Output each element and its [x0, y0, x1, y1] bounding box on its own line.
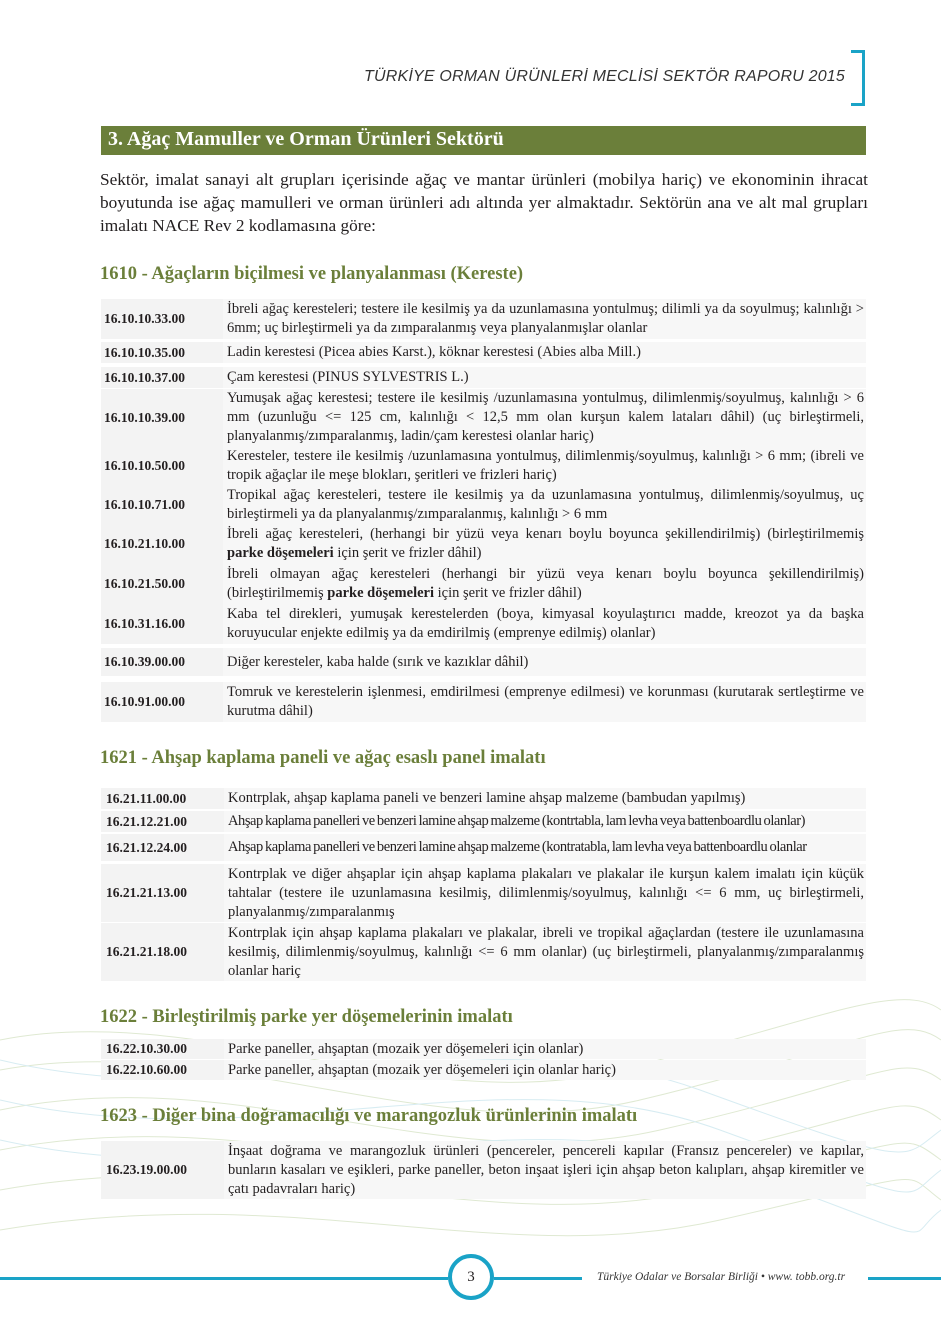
group-1621-heading: 1621 - Ahşap kaplama paneli ve ağaç esaslı panel imalatı — [100, 748, 546, 768]
table-row — [101, 923, 866, 981]
footer-line-mid — [494, 1277, 582, 1280]
table-row — [101, 342, 866, 363]
nace-description: Ahşap kaplama panelleri ve benzeri lamine ahşap malzeme (kontratabla, lam levha veya battenboardlu olanlar — [224, 834, 866, 861]
nace-description: İnşaat doğrama ve marangozluk ürünleri (pencereler, pencereli kapılar (Fransız pencereler) ve kapılar, bunların kasaları ve eşikleri, parke paneller, beton inşaat işleri için ahşap beton kalıpları, ahşap kiremitler ve çatı padavraları hariç) — [224, 1141, 866, 1199]
nace-code: 16.21.12.21.00 — [101, 811, 224, 832]
nace-description: Tropikal ağaç keresteleri, testere ile kesilmiş ya da uzunlamasına yontulmuş, dilimlenmiş/soyulmuş, uç birleştirmeli ya da planyalanmış/zımparalanmış, kalınlığı > 6 mm — [223, 485, 866, 524]
group-1610-heading: 1610 - Ağaçların biçilmesi ve planyalanması (Kereste) — [100, 264, 524, 284]
footer-line-left — [0, 1277, 448, 1280]
table-row — [101, 446, 866, 485]
table-row — [101, 682, 866, 722]
table-row — [101, 367, 866, 388]
nace-code: 16.22.10.60.00 — [101, 1060, 224, 1080]
nace-description: Kontrplak için ahşap kaplama plakaları ve plakalar, ibreli ve tropikal ağaçlardan (testere ile uzunlamasına kesilmiş, dilimlenmiş/soyulmuş, kalınlığı <= 6 mm olanlar) (uç birleştirmeli, planyalanmış/zımparalanmış olanlar hariç — [224, 923, 866, 981]
nace-description: Kontrplak ve diğer ahşaplar için ahşap kaplama plakaları ve plakalar ile kurşun kalem imalatı için küçük tahtalar (testere ile uzunlamasına kesilmiş, dilimlenmiş/soyulmuş, kalınlığı <= 6 mm, uç birleştirmeli, planyalanmış/zımparalanmış — [224, 864, 866, 922]
footer-text: Türkiye Odalar ve Borsalar Birliği • www. tobb.org.tr — [597, 1271, 846, 1283]
nace-code: 16.10.21.50.00 — [101, 564, 223, 604]
nace-code: 16.10.10.50.00 — [101, 446, 223, 485]
nace-description: İbreli ağaç keresteleri; testere ile kesilmiş ya da uzunlamasına yontulmuş; dilimli ya da soyulmuş; kalınlığı > 6mm; uç birleştirmeli ya da zımparalanmış veya planyalanmışlar olanlar — [223, 299, 866, 339]
nace-description: Diğer keresteler, kaba halde (sırık ve kazıklar dâhil) — [223, 648, 866, 676]
nace-description: İbreli olmayan ağaç keresteleri (herhangi bir yüzü veya kenarı boylu boyunca şekillendirilmiş) (birleştirilmemiş parke döşemeleri için şerit ve frizler dâhil) — [223, 564, 866, 604]
nace-code: 16.10.10.39.00 — [101, 389, 223, 446]
table-row — [101, 1141, 866, 1199]
nace-code: 16.22.10.30.00 — [101, 1039, 224, 1059]
nace-description: İbreli ağaç keresteleri, (herhangi bir yüzü veya kenarı boylu boyunca şekillendirilmiş) (birleştirilmemiş parke döşemeleri için şerit ve frizler dâhil) — [223, 524, 866, 564]
nace-code: 16.21.11.00.00 — [101, 788, 224, 809]
nace-code: 16.21.21.18.00 — [101, 923, 224, 981]
report-header-title: TÜRKİYE ORMAN ÜRÜNLERİ MECLİSİ SEKTÖR RAPORU 2015 — [363, 68, 845, 85]
group-1623-heading: 1623 - Diğer bina doğramacılığı ve marangozluk ürünlerinin imalatı — [100, 1106, 638, 1126]
table-row — [101, 389, 866, 446]
nace-code: 16.10.39.00.00 — [101, 648, 223, 676]
nace-description: Yumuşak ağaç kerestesi; testere ile kesilmiş /uzunlamasına yontulmuş, dilimlenmiş/soyulmuş, kalınlığı > 6 mm (uzunluğu <= 125 cm, kalınlığı < 12,5 mm olan kurşun kalem lataları dâhil) (uç birleştirmeli, planyalanmış/zımparalanmış, ladin/çam kerestesi olanlar hariç) — [223, 389, 866, 446]
nace-description: Parke paneller, ahşaptan (mozaik yer döşemeleri için olanlar) — [224, 1039, 866, 1059]
nace-description: Ladin kerestesi (Picea abies Karst.), köknar kerestesi (Abies alba Mill.) — [223, 342, 866, 363]
group-1622-heading: 1622 - Birleştirilmiş parke yer döşemelerinin imalatı — [100, 1007, 513, 1027]
page-number: 3 — [448, 1254, 494, 1300]
table-row — [101, 485, 866, 524]
table-row — [101, 299, 866, 339]
nace-description: Çam kerestesi (PINUS SYLVESTRIS L.) — [223, 367, 866, 388]
nace-code: 16.21.21.13.00 — [101, 864, 224, 922]
nace-code: 16.10.21.10.00 — [101, 524, 223, 564]
table-row — [101, 811, 866, 832]
footer-line-right — [868, 1277, 941, 1280]
nace-code: 16.10.10.33.00 — [101, 299, 223, 339]
nace-code: 16.10.10.35.00 — [101, 342, 223, 363]
table-row — [101, 864, 866, 922]
nace-description: Ahşap kaplama panelleri ve benzeri lamine ahşap malzeme (kontrtabla, lam levha veya battenboardlu olanlar) — [224, 811, 866, 832]
nace-code: 16.23.19.00.00 — [101, 1141, 224, 1199]
table-row — [101, 524, 866, 564]
intro-paragraph: Sektör, imalat sanayi alt grupları içerisinde ağaç ve mantar ürünleri (mobilya hariç) ve ekonominin ihracat boyutunda ise ağaç mamulleri ve orman ürünleri adı altında yer almaktadır. Sektörün ana ve alt mal grupları imalatı NACE Rev 2 kodlamasına göre: — [100, 170, 868, 235]
table-row — [101, 604, 866, 644]
nace-description: Kaba tel direkleri, yumuşak kerestelerden (boya, kimyasal koyulaştırıcı madde, kreozot ya da başka koruyucular enjekte edilmiş ya da emdirilmiş (emprenye edilmiş) olanlar) — [223, 604, 866, 644]
table-row — [101, 1039, 866, 1059]
header-bracket-decoration — [851, 50, 865, 106]
nace-code: 16.21.12.24.00 — [101, 834, 224, 861]
nace-code: 16.10.91.00.00 — [101, 682, 223, 722]
table-row — [101, 834, 866, 861]
table-row — [101, 1060, 866, 1080]
table-row — [101, 788, 866, 809]
nace-description: Keresteler, testere ile kesilmiş /uzunlamasına yontulmuş, dilimlenmiş/soyulmuş, kalınlığı > 6 mm; (ibreli ve tropik ağaçlar ile meşe blokları, şeritleri ve frizleri hariç) — [223, 446, 866, 485]
table-row — [101, 648, 866, 676]
table-row — [101, 564, 866, 604]
section-title: 3. Ağaç Mamuller ve Orman Ürünleri Sektörü — [101, 126, 866, 155]
nace-description: Kontrplak, ahşap kaplama paneli ve benzeri lamine ahşap malzeme (bambudan yapılmış) — [224, 788, 866, 809]
nace-code: 16.10.10.71.00 — [101, 485, 223, 524]
nace-description: Tomruk ve kerestelerin işlenmesi, emdirilmesi (emprenye edilmesi) ve korunması (kurutarak sertleştirme ve kurutma dâhil) — [223, 682, 866, 722]
nace-description: Parke paneller, ahşaptan (mozaik yer döşemeleri için olanlar hariç) — [224, 1060, 866, 1080]
nace-code: 16.10.31.16.00 — [101, 604, 223, 644]
nace-code: 16.10.10.37.00 — [101, 367, 223, 388]
